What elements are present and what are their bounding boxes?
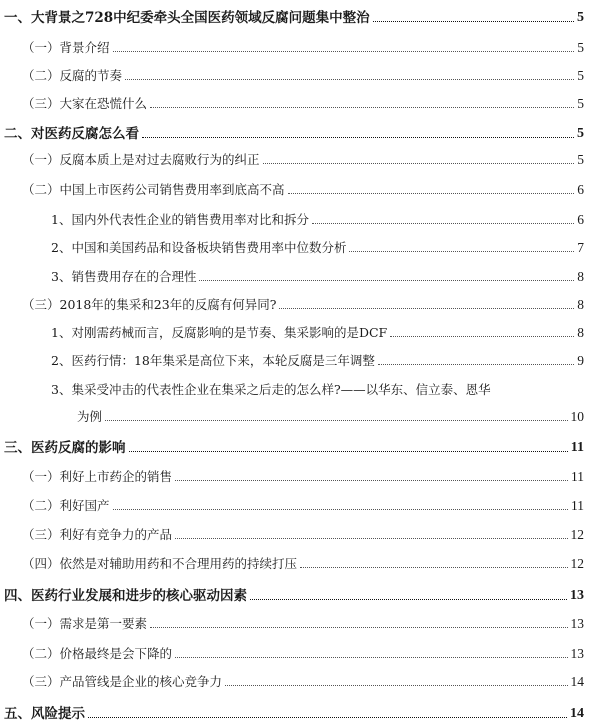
toc-section[interactable] xyxy=(22,614,584,632)
dot-leader xyxy=(175,657,567,658)
dot-leader xyxy=(312,223,574,224)
toc-entry-page: 8 xyxy=(577,269,584,284)
toc-entry-page: 5 xyxy=(577,152,584,167)
toc-subsection[interactable] xyxy=(51,351,584,369)
toc-entry-title: 2、中国和美国药品和设备板块销售费用率中位数分析 xyxy=(51,240,347,255)
toc-entry-page: 14 xyxy=(570,706,584,721)
toc-entry-page: 11 xyxy=(570,440,584,455)
toc-entry-title: 五、风险提示 xyxy=(4,706,85,722)
toc-section[interactable] xyxy=(22,295,584,313)
toc-section[interactable] xyxy=(22,38,584,56)
toc-entry-page: 7 xyxy=(577,240,584,255)
dot-leader xyxy=(150,627,567,628)
dot-leader xyxy=(113,51,575,52)
toc-section[interactable] xyxy=(22,672,584,690)
toc-entry-title: （四）依然是对辅助用药和不合理用药的持续打压 xyxy=(22,556,298,571)
dot-leader xyxy=(125,79,574,80)
toc-entry-title: （二）反腐的节奏 xyxy=(22,68,123,83)
toc-entry-title: 3、集采受冲击的代表性企业在集采之后走的怎么样?——以华东、信立泰、恩华 xyxy=(51,382,491,397)
dot-leader xyxy=(199,280,574,281)
toc-chapter[interactable] xyxy=(4,122,584,142)
toc-section[interactable] xyxy=(22,525,584,543)
toc-entry-page: 5 xyxy=(577,10,584,25)
toc-entry-page: 12 xyxy=(570,556,584,571)
toc-entry-title: （三）大家在恐慌什么 xyxy=(22,96,148,111)
toc-section[interactable] xyxy=(22,644,584,662)
toc-chapter[interactable] xyxy=(4,6,584,26)
dot-leader xyxy=(225,685,567,686)
toc-entry-page: 5 xyxy=(577,40,584,55)
dot-leader xyxy=(373,21,574,22)
toc-entry-title: 2、医药行情：18年集采是高位下来，本轮反腐是三年调整 xyxy=(51,353,375,368)
toc-entry-title: （三）2018年的集采和23年的反腐有何异同? xyxy=(22,297,277,312)
dot-leader xyxy=(300,567,567,568)
toc-entry-page: 12 xyxy=(570,527,584,542)
toc-entry-title: （二）价格最终是会下降的 xyxy=(22,646,173,661)
toc-entry-title: （一）背景介绍 xyxy=(22,40,110,55)
toc-entry-title: 四、医药行业发展和进步的核心驱动因素 xyxy=(4,588,247,604)
toc-subsection[interactable] xyxy=(51,210,584,228)
toc-entry-title-continued: 为例 xyxy=(77,409,103,424)
toc-entry-page: 5 xyxy=(577,96,584,111)
toc-entry-title: （一）需求是第一要素 xyxy=(22,616,148,631)
toc-entry-title: （一）利好上市药企的销售 xyxy=(22,469,173,484)
toc-entry-title: （三）利好有竞争力的产品 xyxy=(22,527,173,542)
dot-leader xyxy=(279,308,574,309)
toc-entry-page: 6 xyxy=(577,182,584,197)
toc-section[interactable] xyxy=(22,150,584,168)
dot-leader xyxy=(88,717,567,718)
toc-entry-title: （二）中国上市医药公司销售费用率到底高不高 xyxy=(22,182,285,197)
dot-leader xyxy=(263,163,575,164)
toc-entry[interactable] xyxy=(51,380,584,425)
dot-leader xyxy=(142,137,574,138)
dot-leader xyxy=(288,193,575,194)
toc-subsection[interactable] xyxy=(51,267,584,285)
toc-section[interactable] xyxy=(22,94,584,112)
toc-entry-page: 14 xyxy=(570,674,584,689)
toc-section[interactable] xyxy=(22,554,584,572)
toc-section[interactable] xyxy=(22,66,584,84)
toc-entry-page: 6 xyxy=(577,212,584,227)
dot-leader xyxy=(150,107,574,108)
toc-entry-page: 13 xyxy=(570,646,584,661)
toc-entry-page: 11 xyxy=(571,498,584,513)
toc-chapter[interactable] xyxy=(4,702,584,722)
toc-entry-page: 5 xyxy=(577,68,584,83)
dot-leader xyxy=(349,251,574,252)
dot-leader xyxy=(390,336,574,337)
dot-leader xyxy=(175,538,567,539)
toc-entry-title: （一）反腐本质上是对过去腐败行为的纠正 xyxy=(22,152,260,167)
toc-entry-title: （二）利好国产 xyxy=(22,498,110,513)
toc-entry-title: 1、对刚需药械而言，反腐影响的是节奏、集采影响的是DCF xyxy=(51,325,388,340)
dot-leader xyxy=(105,420,567,421)
toc-entry-page: 5 xyxy=(577,126,584,141)
dot-leader xyxy=(250,599,567,600)
toc-entry-page: 8 xyxy=(577,325,584,340)
dot-leader xyxy=(129,451,568,452)
toc-entry-page: 8 xyxy=(577,297,584,312)
dot-leader xyxy=(113,509,568,510)
toc-entry-page: 9 xyxy=(577,353,584,368)
dot-leader xyxy=(175,480,568,481)
toc-entry-page: 10 xyxy=(570,409,584,424)
toc-entry-title: （三）产品管线是企业的核心竞争力 xyxy=(22,674,223,689)
toc-chapter[interactable] xyxy=(4,584,584,604)
dot-leader xyxy=(378,364,574,365)
toc-section[interactable] xyxy=(22,496,584,514)
toc-section[interactable] xyxy=(22,467,584,485)
toc-entry-page: 11 xyxy=(571,469,584,484)
toc-subsection[interactable] xyxy=(51,323,584,341)
toc-entry-page: 13 xyxy=(570,588,584,603)
toc-entry-title: 1、国内外代表性企业的销售费用率对比和拆分 xyxy=(51,212,309,227)
toc-entry-title: 二、对医药反腐怎么看 xyxy=(4,126,139,142)
toc-section[interactable] xyxy=(22,180,584,198)
toc-entry-title: 三、医药反腐的影响 xyxy=(4,440,126,456)
toc-subsection[interactable] xyxy=(51,238,584,256)
toc-chapter[interactable] xyxy=(4,436,584,456)
toc-entry-title: 3、销售费用存在的合理性 xyxy=(51,269,197,284)
toc-entry-title: 一、大背景之728中纪委牵头全国医药领域反腐问题集中整治 xyxy=(4,10,370,26)
toc-entry-page: 13 xyxy=(570,616,584,631)
